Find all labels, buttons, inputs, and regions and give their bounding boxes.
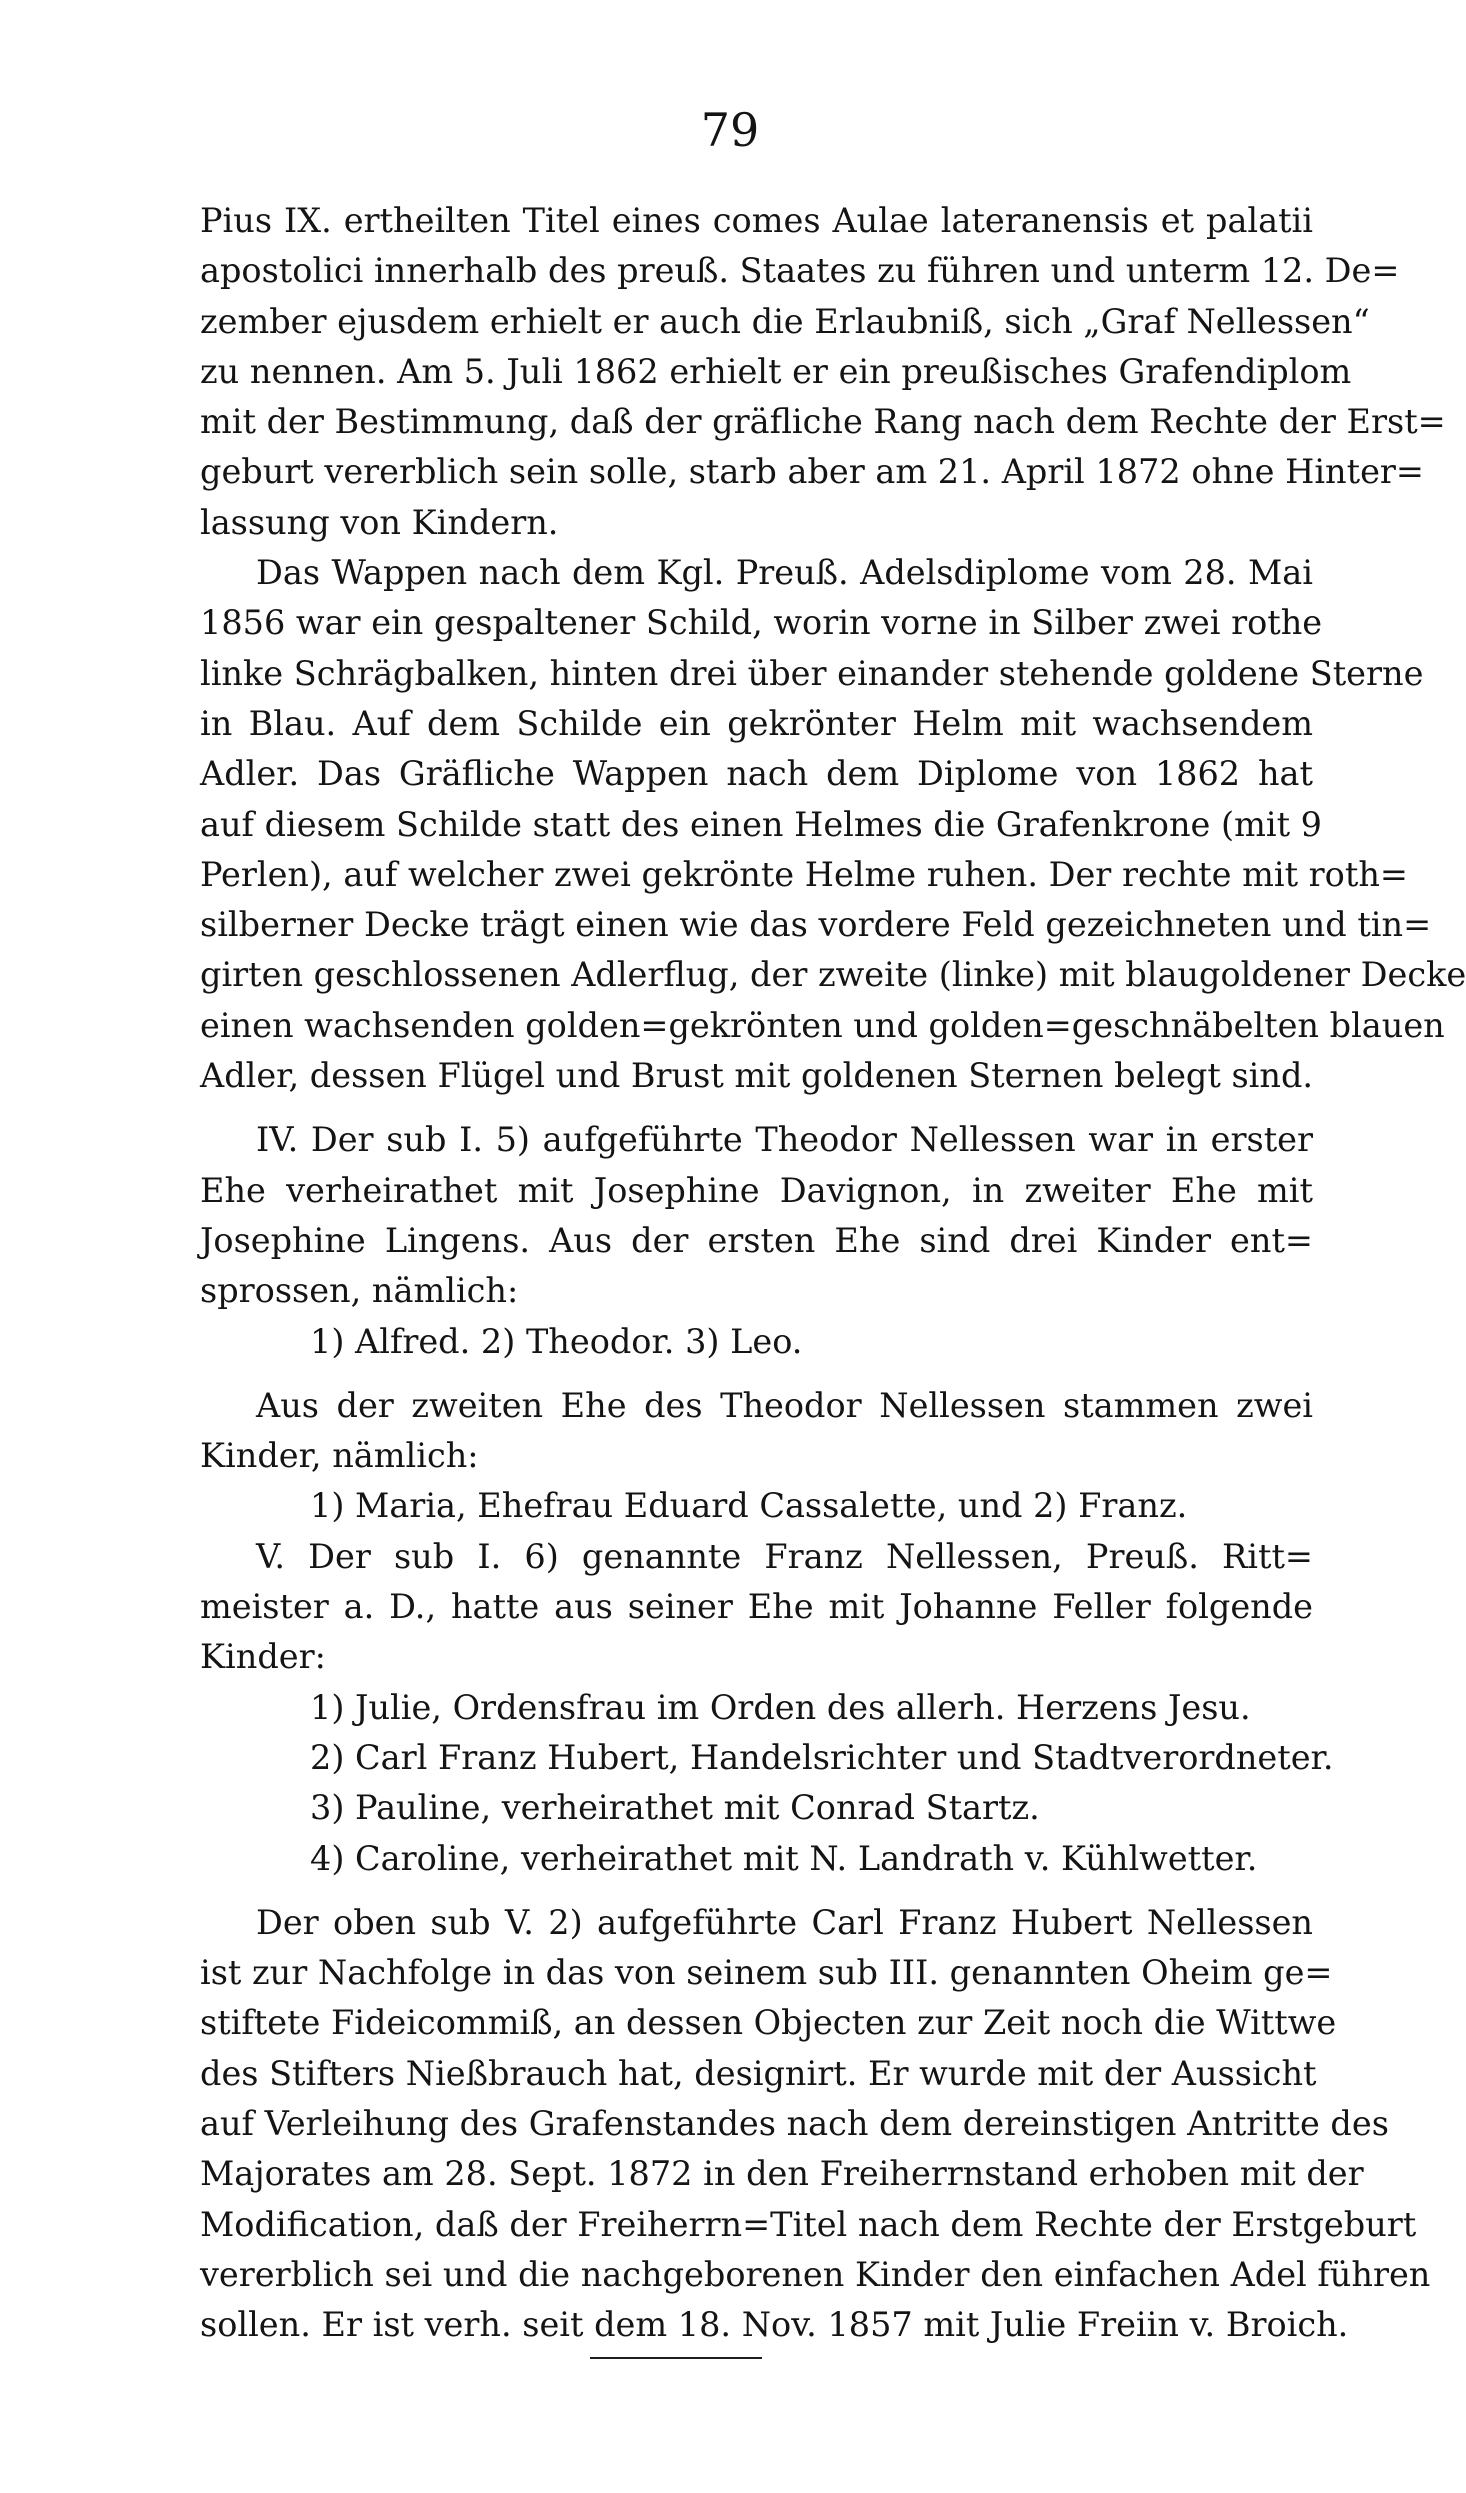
list-item: 1) Julie, Ordensfrau im Orden des allerh. Herzens Jesu. (310, 1687, 1251, 1727)
list-item: 4) Caroline, verheirathet mit N. Landrath v. Kühlwetter. (310, 1838, 1258, 1878)
text-line: meister a. D., hatte aus seiner Ehe mit Johanne Feller folgende (200, 1587, 1313, 1627)
text-line: auf Verleihung des Grafenstandes nach dem dereinstigen Antritte des (200, 2103, 1389, 2143)
text-line: vererblich sei und die nachgeborenen Kinder den einfachen Adel führen (200, 2254, 1431, 2294)
text-line: des Stifters Nießbrauch hat, designirt. Er wurde mit der Aussicht (200, 2053, 1317, 2093)
text-line: linke Schrägbalken, hinten drei über einander stehende goldene Sterne (200, 653, 1424, 693)
text-line: einen wachsenden golden=gekrönten und golden=geschnäbelten blauen (200, 1005, 1445, 1045)
text-line: sprossen, nämlich: (200, 1271, 519, 1311)
paragraph-succession (200, 1898, 1431, 2351)
text-line: ist zur Nachfolge in das von seinem sub III. genannten Oheim ge= (200, 1953, 1333, 1993)
body-text (200, 196, 1466, 2350)
list-item: 3) Pauline, verheirathet mit Conrad Startz. (310, 1788, 1040, 1828)
text-line: geburt vererblich sein solle, starb aber am 21. April 1872 ohne Hinter= (200, 452, 1424, 492)
text-line: Der oben sub V. 2) aufgeführte Carl Franz Hubert Nellessen (256, 1902, 1313, 1942)
children-list-second-marriage (200, 1481, 1313, 1531)
text-line: Das Wappen nach dem Kgl. Preuß. Adelsdiplome vom 28. Mai (256, 553, 1313, 593)
text-line: stiftete Fideicommiß, an dessen Objecten zur Zeit noch die Wittwe (200, 2003, 1337, 2043)
text-line: in Blau. Auf dem Schilde ein gekrönter Helm mit wachsendem (200, 703, 1313, 743)
text-line: Pius IX. ertheilten Titel eines comes Aulae lateranensis et palatii (200, 201, 1313, 240)
paragraph-section-iv (200, 1115, 1313, 1316)
text-line: silberner Decke trägt einen wie das vordere Feld gezeichneten und tin= (200, 905, 1432, 945)
text-line: Aus der zweiten Ehe des Theodor Nellessen stammen zwei (256, 1385, 1313, 1425)
list-item: 1) Maria, Ehefrau Eduard Cassalette, und 2) Franz. (310, 1486, 1188, 1526)
list-item: 1) Alfred. 2) Theodor. 3) Leo. (310, 1321, 803, 1361)
text-line: V. Der sub I. 6) genannte Franz Nellessen, Preuß. Ritt= (256, 1536, 1313, 1576)
page-number: 79 (700, 103, 760, 157)
text-line: Kinder: (200, 1637, 326, 1677)
text-line: Perlen), auf welcher zwei gekrönte Helme ruhen. Der rechte mit roth= (200, 854, 1408, 894)
end-rule (590, 2357, 762, 2359)
children-list-first-marriage (200, 1317, 1313, 1367)
paragraph-section-v (200, 1532, 1313, 1683)
text-line: mit der Bestimmung, daß der gräfliche Rang nach dem Rechte der Erst= (200, 402, 1446, 442)
text-line: Kinder, nämlich: (200, 1436, 479, 1476)
paragraph-second-marriage (200, 1381, 1313, 1482)
paragraph-continuation (200, 196, 1446, 548)
paragraph-gap (200, 1367, 1313, 1381)
text-line: sollen. Er ist verh. seit dem 18. Nov. 1857 mit Julie Freiin v. Broich. (200, 2305, 1349, 2345)
text-line: IV. Der sub I. 5) aufgeführte Theodor Nellessen war in erster (256, 1120, 1313, 1160)
paragraph-coat-of-arms (200, 548, 1466, 1101)
text-line: Adler, dessen Flügel und Brust mit goldenen Sternen belegt sind. (200, 1056, 1314, 1096)
text-line: Josephine Lingens. Aus der ersten Ehe sind drei Kinder ent= (200, 1220, 1313, 1260)
paragraph-gap (200, 1884, 1313, 1898)
list-item: 2) Carl Franz Hubert, Handelsrichter und Stadtverordneter. (310, 1737, 1334, 1777)
text-line: apostolici innerhalb des preuß. Staates zu führen und unterm 12. De= (200, 251, 1400, 291)
paragraph-gap (200, 1101, 1313, 1115)
text-line: girten geschlossenen Adlerflug, der zweite (linke) mit blaugoldener Decke (200, 955, 1466, 995)
text-line: Modification, daß der Freiherrn=Titel nach dem Rechte der Erstgeburt (200, 2204, 1417, 2244)
text-line: lassung von Kindern. (200, 502, 559, 542)
text-line: Adler. Das Gräfliche Wappen nach dem Diplome von 1862 hat (200, 754, 1313, 794)
text-line: 1856 war ein gespaltener Schild, worin vorne in Silber zwei rothe (200, 603, 1323, 643)
children-list-franz (200, 1683, 1334, 1884)
text-line: zu nennen. Am 5. Juli 1862 erhielt er ein preußisches Grafendiplom (200, 351, 1352, 391)
text-line: zember ejusdem erhielt er auch die Erlaubniß, sich „Graf Nellessen“ (200, 301, 1370, 341)
text-line: Majorates am 28. Sept. 1872 in den Freiherrnstand erhoben mit der (200, 2154, 1364, 2194)
text-line: Ehe verheirathet mit Josephine Davignon, in zweiter Ehe mit (200, 1170, 1313, 1210)
text-line: auf diesem Schilde statt des einen Helmes die Grafenkrone (mit 9 (200, 804, 1322, 844)
